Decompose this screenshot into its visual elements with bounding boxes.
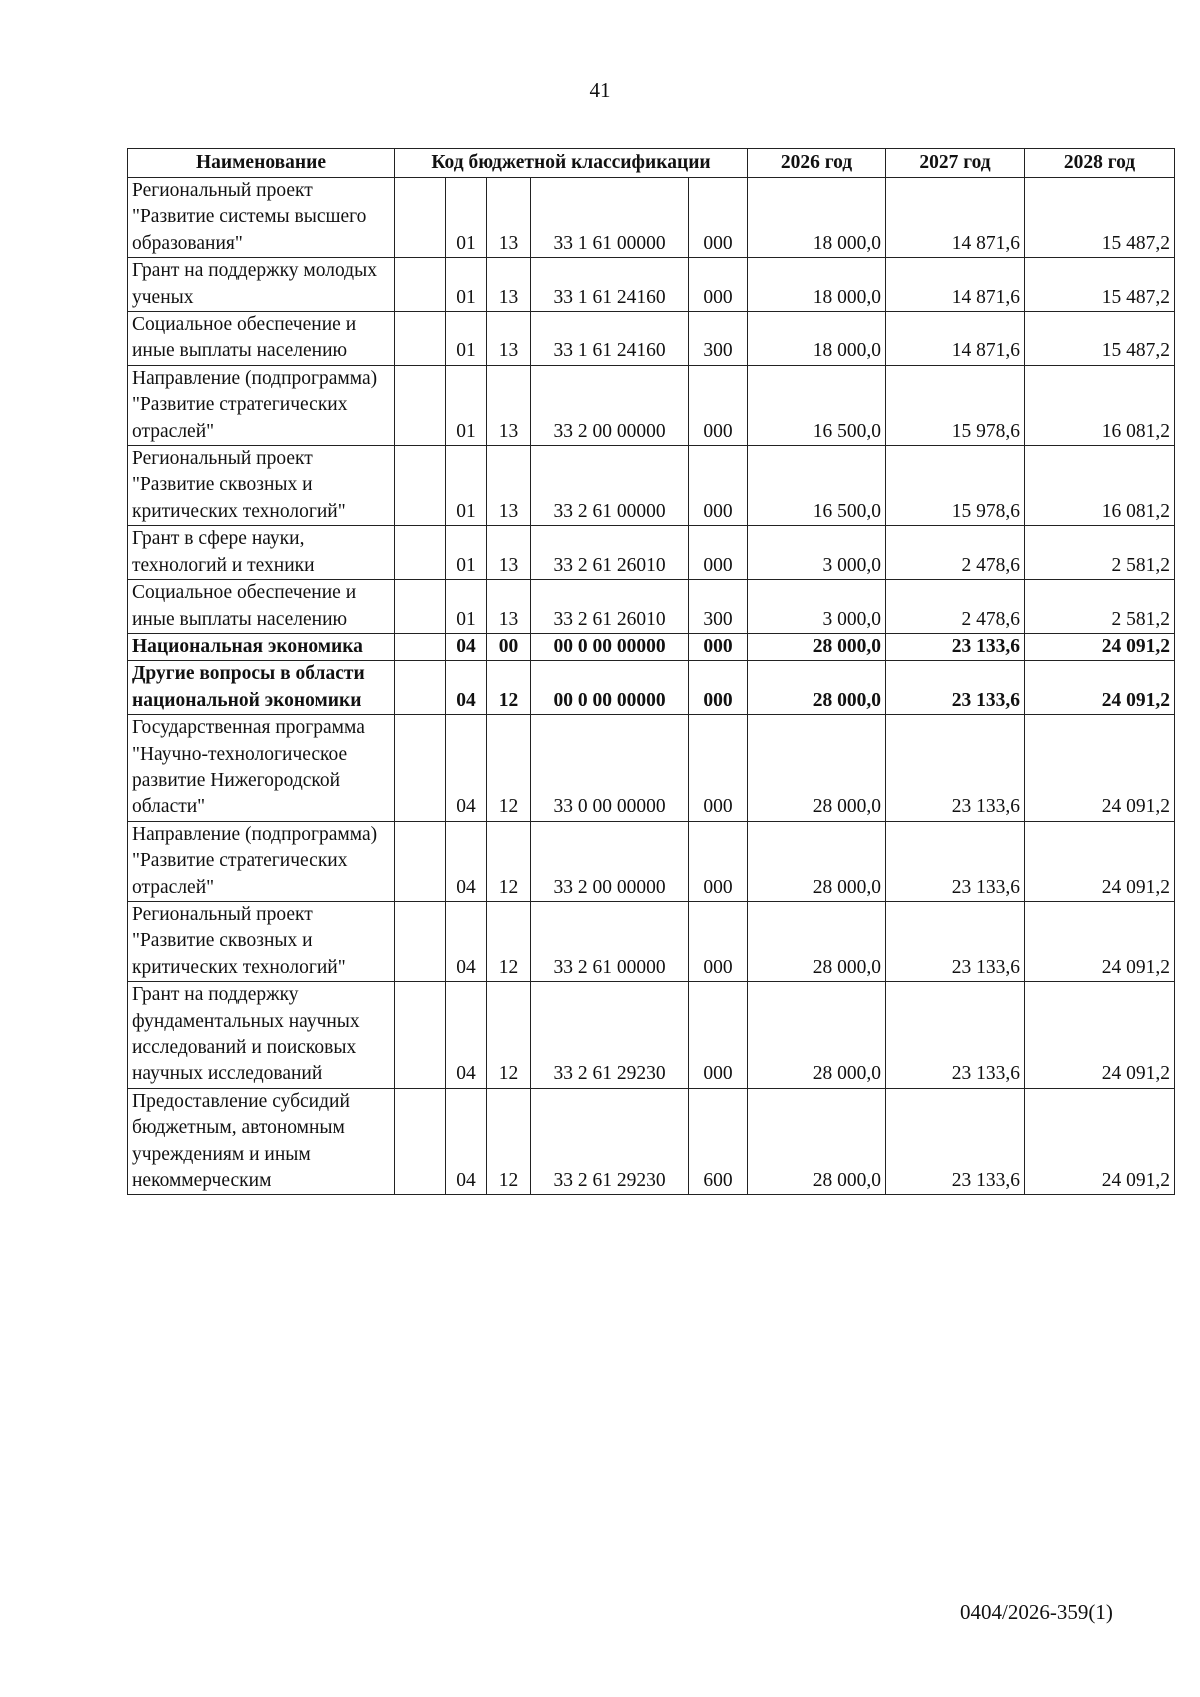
cell-2026: 18 000,0 (748, 178, 886, 258)
table-row (128, 580, 1175, 634)
cell-expense-type: 000 (689, 661, 748, 715)
cell-2027: 23 133,6 (886, 982, 1025, 1089)
cell-code-admin (395, 446, 446, 526)
table-header-row (128, 149, 1175, 178)
cell-2028: 24 091,2 (1025, 715, 1175, 822)
cell-2027: 2 478,6 (886, 526, 1025, 580)
cell-expense-type: 300 (689, 312, 748, 366)
cell-subsection: 13 (487, 312, 531, 366)
cell-target-article: 33 2 00 00000 (531, 365, 689, 445)
budget-table (127, 148, 1175, 1195)
cell-2026: 28 000,0 (748, 821, 886, 901)
table-row (128, 982, 1175, 1089)
cell-code-admin (395, 982, 446, 1089)
cell-subsection: 12 (487, 982, 531, 1089)
cell-2026: 28 000,0 (748, 1088, 886, 1195)
cell-2027: 23 133,6 (886, 901, 1025, 981)
cell-subsection: 12 (487, 661, 531, 715)
cell-code-admin (395, 526, 446, 580)
cell-2028: 2 581,2 (1025, 526, 1175, 580)
cell-expense-type: 000 (689, 715, 748, 822)
cell-2027: 15 978,6 (886, 446, 1025, 526)
table-row (128, 312, 1175, 366)
cell-2027: 23 133,6 (886, 633, 1025, 660)
cell-2028: 15 487,2 (1025, 312, 1175, 366)
cell-section: 01 (446, 312, 487, 366)
cell-code-admin (395, 901, 446, 981)
cell-expense-type: 000 (689, 178, 748, 258)
table-row (128, 365, 1175, 445)
cell-code-admin (395, 821, 446, 901)
cell-section: 01 (446, 526, 487, 580)
cell-2026: 28 000,0 (748, 715, 886, 822)
cell-section: 04 (446, 982, 487, 1089)
cell-section: 04 (446, 661, 487, 715)
cell-subsection: 12 (487, 821, 531, 901)
cell-code-admin (395, 178, 446, 258)
cell-2028: 16 081,2 (1025, 365, 1175, 445)
cell-name: Направление (подпрограмма) "Развитие стратегических отраслей" (128, 821, 395, 901)
cell-2028: 24 091,2 (1025, 1088, 1175, 1195)
cell-expense-type: 000 (689, 365, 748, 445)
cell-subsection: 12 (487, 715, 531, 822)
cell-code-admin (395, 1088, 446, 1195)
cell-expense-type: 000 (689, 901, 748, 981)
page-number: 41 (589, 78, 611, 102)
cell-expense-type: 600 (689, 1088, 748, 1195)
cell-target-article: 00 0 00 00000 (531, 661, 689, 715)
cell-2028: 24 091,2 (1025, 821, 1175, 901)
cell-name: Направление (подпрограмма) "Развитие стратегических отраслей" (128, 365, 395, 445)
header-name: Наименование (128, 149, 395, 178)
cell-2026: 16 500,0 (748, 446, 886, 526)
cell-code-admin (395, 580, 446, 634)
cell-2028: 24 091,2 (1025, 633, 1175, 660)
cell-2028: 24 091,2 (1025, 982, 1175, 1089)
table-row (128, 821, 1175, 901)
cell-2026: 28 000,0 (748, 901, 886, 981)
cell-target-article: 33 2 61 00000 (531, 901, 689, 981)
cell-2028: 24 091,2 (1025, 901, 1175, 981)
cell-subsection: 13 (487, 446, 531, 526)
cell-2026: 28 000,0 (748, 982, 886, 1089)
cell-2027: 14 871,6 (886, 178, 1025, 258)
header-2028: 2028 год (1025, 149, 1175, 178)
cell-code-admin (395, 633, 446, 660)
table-row (128, 526, 1175, 580)
cell-name: Грант на поддержку фундаментальных научных исследований и поисковых научных исследований (128, 982, 395, 1089)
cell-2027: 14 871,6 (886, 258, 1025, 312)
cell-target-article: 33 1 61 00000 (531, 178, 689, 258)
cell-subsection: 13 (487, 580, 531, 634)
cell-name: Другие вопросы в области национальной экономики (128, 661, 395, 715)
table-row (128, 901, 1175, 981)
cell-target-article: 33 2 61 26010 (531, 580, 689, 634)
cell-code-admin (395, 715, 446, 822)
cell-2026: 3 000,0 (748, 526, 886, 580)
cell-name: Национальная экономика (128, 633, 395, 660)
cell-expense-type: 000 (689, 258, 748, 312)
cell-section: 04 (446, 1088, 487, 1195)
cell-expense-type: 000 (689, 446, 748, 526)
table-row (128, 178, 1175, 258)
cell-2027: 23 133,6 (886, 821, 1025, 901)
cell-2028: 15 487,2 (1025, 178, 1175, 258)
cell-2027: 23 133,6 (886, 661, 1025, 715)
cell-2026: 18 000,0 (748, 258, 886, 312)
table-row (128, 1088, 1175, 1195)
cell-section: 04 (446, 901, 487, 981)
cell-name: Региональный проект "Развитие сквозных и критических технологий" (128, 446, 395, 526)
cell-subsection: 00 (487, 633, 531, 660)
table-row (128, 661, 1175, 715)
cell-section: 01 (446, 178, 487, 258)
cell-subsection: 13 (487, 365, 531, 445)
cell-code-admin (395, 312, 446, 366)
cell-section: 01 (446, 446, 487, 526)
cell-target-article: 33 1 61 24160 (531, 312, 689, 366)
header-code: Код бюджетной классификации (395, 149, 748, 178)
cell-section: 01 (446, 580, 487, 634)
cell-subsection: 13 (487, 178, 531, 258)
cell-target-article: 33 2 61 29230 (531, 982, 689, 1089)
cell-target-article: 33 2 61 00000 (531, 446, 689, 526)
header-2027: 2027 год (886, 149, 1025, 178)
cell-2028: 15 487,2 (1025, 258, 1175, 312)
cell-expense-type: 000 (689, 526, 748, 580)
table-row (128, 258, 1175, 312)
cell-2027: 14 871,6 (886, 312, 1025, 366)
document-code: 0404/2026-359(1) (960, 1600, 1113, 1624)
cell-2026: 16 500,0 (748, 365, 886, 445)
cell-2028: 24 091,2 (1025, 661, 1175, 715)
cell-name: Грант в сфере науки, технологий и техники (128, 526, 395, 580)
cell-name: Региональный проект "Развитие системы высшего образования" (128, 178, 395, 258)
cell-2028: 2 581,2 (1025, 580, 1175, 634)
cell-section: 04 (446, 821, 487, 901)
cell-name: Социальное обеспечение и иные выплаты населению (128, 580, 395, 634)
cell-code-admin (395, 365, 446, 445)
table-row (128, 715, 1175, 822)
table-body (128, 178, 1175, 1195)
cell-target-article: 33 1 61 24160 (531, 258, 689, 312)
cell-target-article: 33 2 61 29230 (531, 1088, 689, 1195)
cell-name: Грант на поддержку молодых ученых (128, 258, 395, 312)
header-2026: 2026 год (748, 149, 886, 178)
cell-2026: 18 000,0 (748, 312, 886, 366)
cell-target-article: 00 0 00 00000 (531, 633, 689, 660)
cell-name: Социальное обеспечение и иные выплаты населению (128, 312, 395, 366)
cell-expense-type: 000 (689, 633, 748, 660)
cell-target-article: 33 2 00 00000 (531, 821, 689, 901)
table-row (128, 446, 1175, 526)
cell-subsection: 12 (487, 1088, 531, 1195)
cell-2028: 16 081,2 (1025, 446, 1175, 526)
cell-code-admin (395, 661, 446, 715)
cell-expense-type: 000 (689, 821, 748, 901)
cell-target-article: 33 0 00 00000 (531, 715, 689, 822)
cell-2026: 3 000,0 (748, 580, 886, 634)
cell-2026: 28 000,0 (748, 633, 886, 660)
cell-2026: 28 000,0 (748, 661, 886, 715)
cell-2027: 15 978,6 (886, 365, 1025, 445)
cell-2027: 23 133,6 (886, 1088, 1025, 1195)
cell-target-article: 33 2 61 26010 (531, 526, 689, 580)
cell-2027: 2 478,6 (886, 580, 1025, 634)
cell-name: Региональный проект "Развитие сквозных и критических технологий" (128, 901, 395, 981)
cell-subsection: 13 (487, 258, 531, 312)
cell-expense-type: 300 (689, 580, 748, 634)
cell-section: 01 (446, 365, 487, 445)
cell-expense-type: 000 (689, 982, 748, 1089)
cell-code-admin (395, 258, 446, 312)
table-row (128, 633, 1175, 660)
cell-subsection: 13 (487, 526, 531, 580)
cell-name: Государственная программа "Научно-технологическое развитие Нижегородской области" (128, 715, 395, 822)
cell-section: 01 (446, 258, 487, 312)
cell-section: 04 (446, 715, 487, 822)
cell-2027: 23 133,6 (886, 715, 1025, 822)
cell-section: 04 (446, 633, 487, 660)
cell-subsection: 12 (487, 901, 531, 981)
cell-name: Предоставление субсидий бюджетным, автономным учреждениям и иным некоммерческим (128, 1088, 395, 1195)
